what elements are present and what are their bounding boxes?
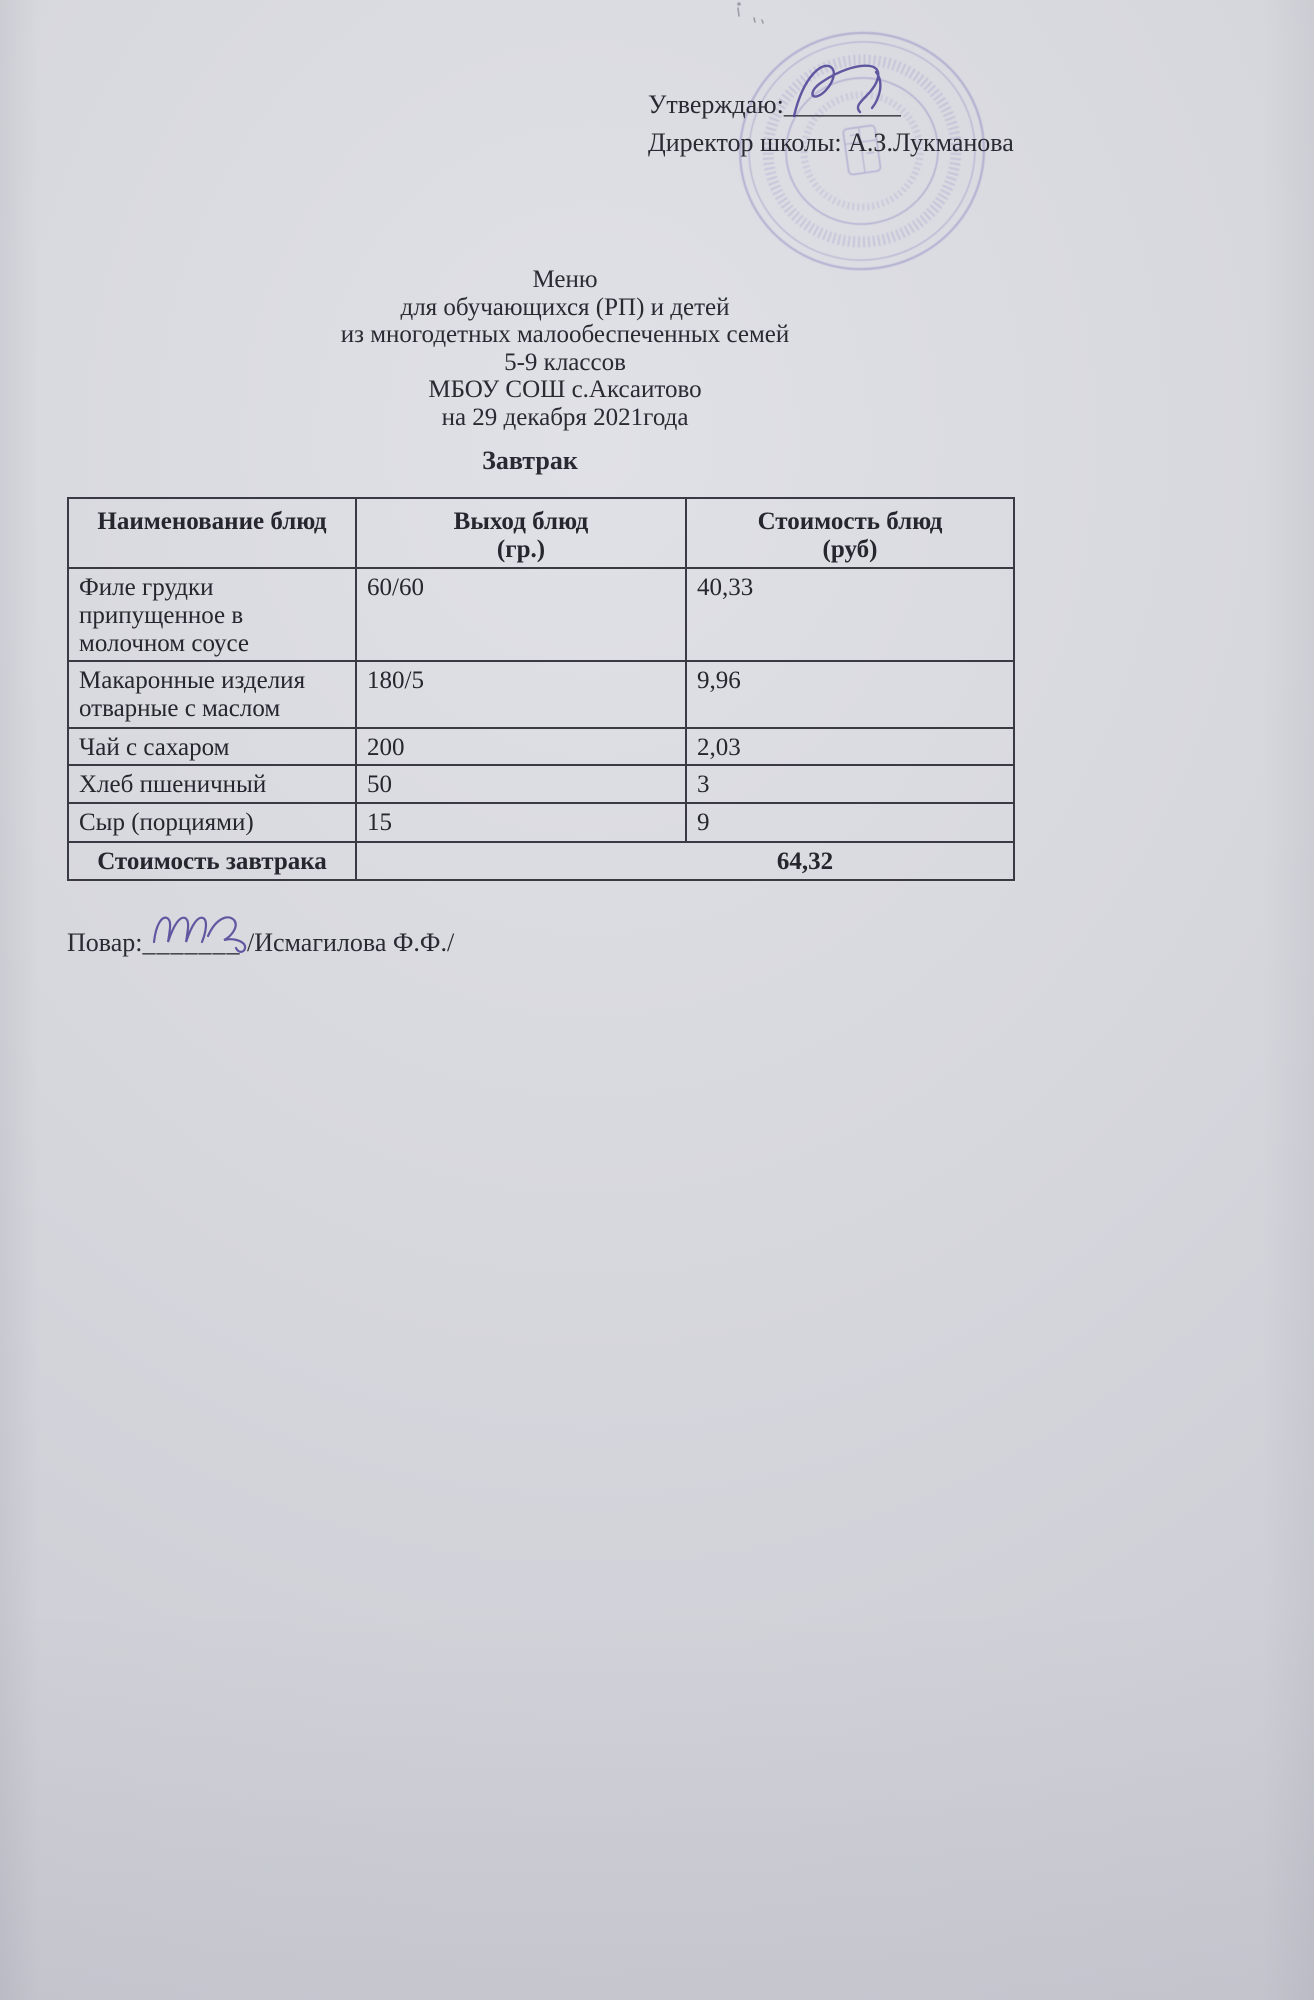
total-row xyxy=(68,842,1014,880)
dish-name-cell: Чай с сахаром xyxy=(68,728,356,765)
director-signature xyxy=(780,54,920,124)
col-header-output-line1: Выход блюд xyxy=(453,508,589,535)
menu-subtitle-category: из многодетных малообеспеченных семей xyxy=(340,321,790,348)
director-line: Директор школы: А.З.Лукманова xyxy=(648,128,1014,157)
cook-signature xyxy=(146,902,266,960)
total-label-cell: Стоимость завтрака xyxy=(68,842,356,880)
col-header-cost xyxy=(686,498,1014,568)
col-header-output-line2: (гр.) xyxy=(496,536,546,563)
dish-output-cell: 180/5 xyxy=(356,661,686,728)
table-row xyxy=(68,568,1014,661)
cook-name: /Исмагилова Ф.Ф./ xyxy=(240,928,455,957)
menu-title-block xyxy=(0,266,1130,431)
approval-line: Утверждаю:_________ xyxy=(648,90,901,119)
dish-output-cell: 200 xyxy=(356,728,686,765)
dish-cost-cell: 40,33 xyxy=(686,568,1014,661)
dish-name-cell: Макаронные изделия отварные с маслом xyxy=(68,661,356,728)
menu-subtitle-audience: для обучающихся (РП) и детей xyxy=(400,293,730,321)
menu-subtitle-grades: 5-9 классов xyxy=(504,348,626,376)
dish-output-cell: 50 xyxy=(356,765,686,803)
menu-title: Меню xyxy=(532,266,598,293)
menu-subtitle-school: МБОУ СОШ с.Аксаитово xyxy=(428,376,702,403)
dish-output-cell: 60/60 xyxy=(356,568,686,661)
total-value-cell: 64,32 xyxy=(356,842,1014,880)
menu-table xyxy=(67,497,1015,881)
dish-name-cell: Хлеб пшеничный xyxy=(68,765,356,803)
col-header-cost-line2: (руб) xyxy=(822,536,878,563)
cook-signature-line: _______ xyxy=(142,928,241,957)
col-header-output xyxy=(356,498,686,568)
dish-cost-cell: 2,03 xyxy=(686,728,1014,765)
col-header-name: Наименование блюд xyxy=(68,498,356,568)
dish-output-cell: 15 xyxy=(356,803,686,842)
dish-name-cell: Сыр (порциями) xyxy=(68,803,356,842)
table-row xyxy=(68,661,1014,728)
menu-subtitle-date: на 29 декабря 2021года xyxy=(441,403,689,431)
cook-label: Повар: xyxy=(67,928,143,957)
table-row xyxy=(68,803,1014,842)
dish-cost-cell: 9 xyxy=(686,803,1014,842)
dish-cost-cell: 9,96 xyxy=(686,661,1014,728)
table-row xyxy=(68,765,1014,803)
table-row xyxy=(68,728,1014,765)
table-header-row xyxy=(68,498,1014,568)
dish-cost-cell: 3 xyxy=(686,765,1014,803)
meal-section-title: Завтрак xyxy=(482,446,578,475)
col-header-cost-line1: Стоимость блюд xyxy=(757,508,943,535)
dish-name-cell: Филе грудки припущенное в молочном соусе xyxy=(68,568,356,661)
